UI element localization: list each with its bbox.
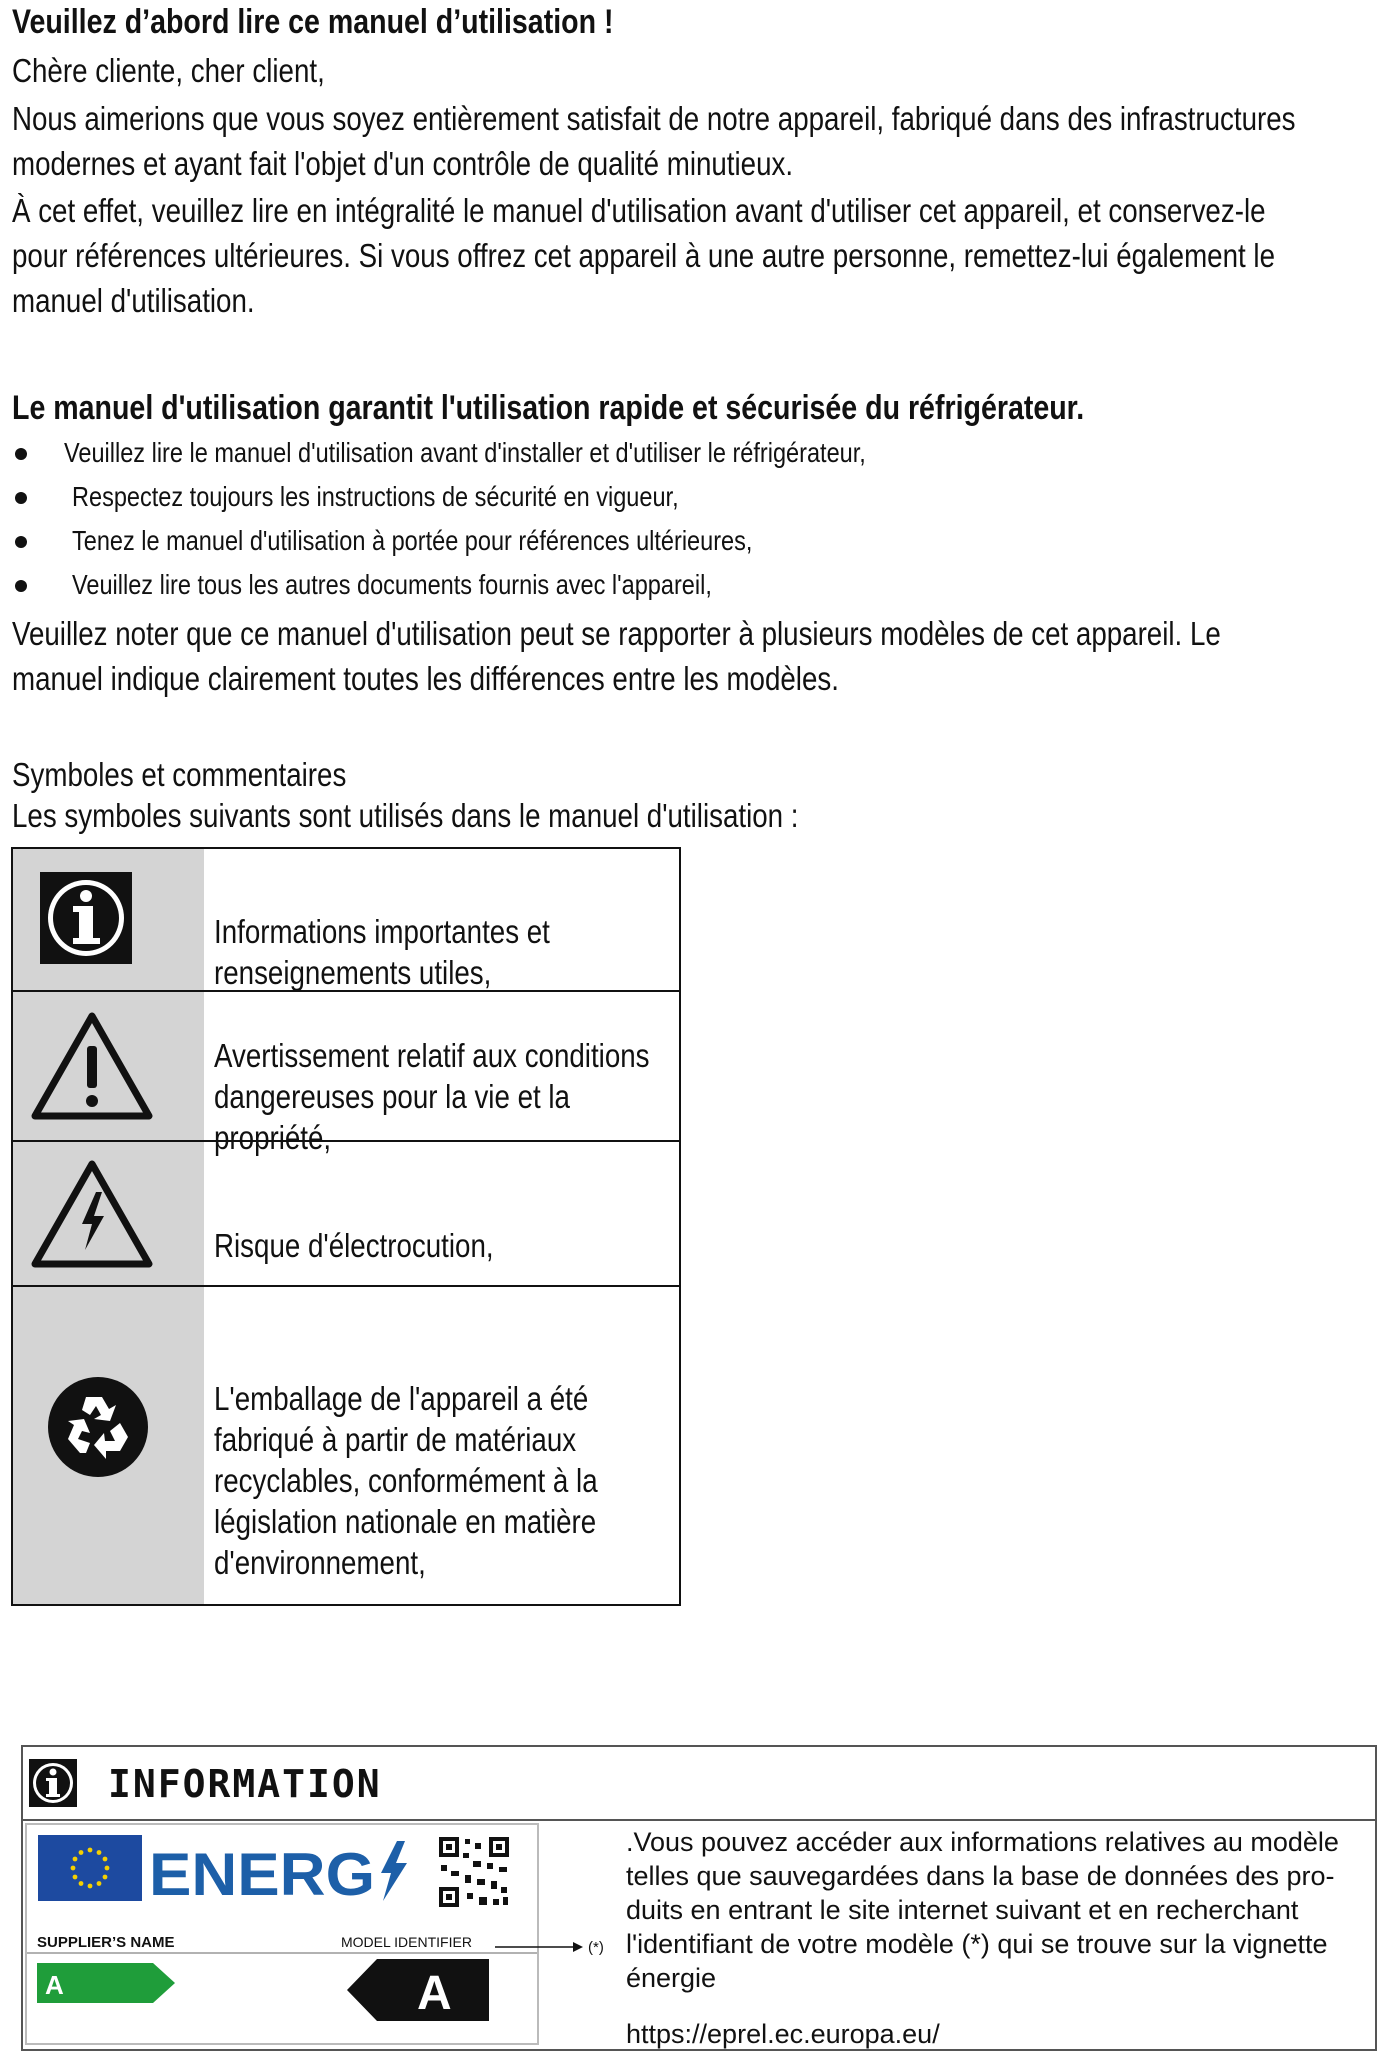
symbol-text-line: propriété, bbox=[214, 1119, 332, 1156]
intro-paragraph-1-line-1: Nous aimerions que vous soyez entièrement satisfait de notre appareil, fabriqué dans des infrastructures bbox=[12, 100, 1296, 137]
intro-paragraph-1-line-2: modernes et ayant fait l'objet d'un contrôle de qualité minutieux. bbox=[12, 145, 794, 182]
symbol-text-line: renseignements utiles, bbox=[214, 954, 492, 991]
symbols-table bbox=[11, 847, 681, 1606]
symbol-row-info bbox=[13, 849, 679, 992]
symbol-text-line: fabriqué à partir de matériaux bbox=[214, 1421, 577, 1458]
eprel-url[interactable]: https://eprel.ec.europa.eu/ bbox=[626, 2019, 940, 2049]
symbol-text-line: Informations importantes et bbox=[214, 913, 550, 950]
information-title: INFORMATION bbox=[108, 1762, 382, 1806]
models-note-line-1: Veuillez noter que ce manuel d'utilisation peut se rapporter à plusieurs modèles de cet appareil. Le bbox=[12, 615, 1221, 652]
guarantee-heading: Le manuel d'utilisation garantit l'utilisation rapide et sécurisée du réfrigérateur. bbox=[12, 389, 1085, 427]
symbol-text-line: d'environnement, bbox=[214, 1544, 426, 1581]
symbols-title: Symboles et commentaires bbox=[12, 756, 347, 793]
symbol-icon-cell bbox=[13, 1287, 204, 1604]
symbol-row-electric bbox=[13, 1142, 679, 1287]
supplier-name-label: SUPPLIER’S NAME bbox=[37, 1934, 175, 1951]
energy-label-graphic bbox=[25, 1823, 539, 2045]
qr-code bbox=[439, 1837, 509, 1907]
symbol-icon-cell bbox=[13, 992, 204, 1140]
symbols-subtitle: Les symboles suivants sont utilisés dans le manuel d'utilisation : bbox=[12, 797, 799, 834]
intro-paragraph-2-line-2: pour références ultérieures. Si vous offrez cet appareil à une autre personne, remettez-lui également le bbox=[12, 237, 1275, 274]
recycling-icon bbox=[46, 1375, 150, 1479]
intro-greeting: Chère cliente, cher client, bbox=[12, 52, 325, 89]
divider bbox=[23, 1819, 1375, 1821]
model-identifier-label: MODEL IDENTIFIER bbox=[341, 1934, 472, 1950]
intro-paragraph-2-line-1: À cet effet, veuillez lire en intégralité le manuel d'utilisation avant d'utiliser cet appareil, et conservez-le bbox=[12, 192, 1266, 229]
symbol-text-line: Avertissement relatif aux conditions bbox=[214, 1037, 650, 1074]
intro-paragraph-2-line-3: manuel d'utilisation. bbox=[12, 282, 255, 319]
warning-icon bbox=[30, 1010, 154, 1122]
symbol-text-line: Risque d'électrocution, bbox=[214, 1227, 494, 1264]
bullet-item-2: Respectez toujours les instructions de sécurité en vigueur, bbox=[72, 481, 679, 512]
energy-class-small: A bbox=[45, 1970, 64, 2000]
symbol-text-line: dangereuses pour la vie et la bbox=[214, 1078, 570, 1115]
bullet-item-1: Veuillez lire le manuel d'utilisation avant d'installer et d'utiliser le réfrigérateur, bbox=[64, 437, 866, 468]
symbol-text-line: L'emballage de l'appareil a été bbox=[214, 1380, 589, 1417]
model-pointer-arrow bbox=[495, 1935, 625, 1959]
bullet-dot bbox=[15, 448, 27, 460]
info-icon bbox=[40, 872, 132, 964]
bullet-dot bbox=[15, 536, 27, 548]
electric-hazard-icon bbox=[30, 1158, 154, 1270]
bullet-dot bbox=[15, 492, 27, 504]
bullet-item-3: Tenez le manuel d'utilisation à portée pour références ultérieures, bbox=[72, 525, 753, 556]
model-marker: (*) bbox=[588, 1939, 604, 1956]
symbol-row-recycling bbox=[13, 1287, 679, 1604]
models-note-line-2: manuel indique clairement toutes les différences entre les modèles. bbox=[12, 660, 839, 697]
info-icon bbox=[29, 1759, 77, 1807]
energy-label-text: ENERG bbox=[149, 1841, 375, 1908]
symbol-text-line: législation nationale en matière bbox=[214, 1503, 597, 1540]
intro-heading: Veuillez d’abord lire ce manuel d’utilisation ! bbox=[12, 3, 614, 41]
symbol-icon-cell bbox=[13, 1142, 204, 1285]
bullet-item-4: Veuillez lire tous les autres documents fournis avec l'appareil, bbox=[72, 569, 712, 600]
information-description: .Vous pouvez accéder aux informations relatives au modèle telles que sauvegardées dans la base de données des pro-duits en entrant le site internet suivant et en recherchant l'identifiant de votre modèle (*) qui se trouve sur la vignette énergie bbox=[626, 1827, 1339, 1993]
bullet-dot bbox=[15, 580, 27, 592]
energy-label-card bbox=[25, 1823, 539, 2045]
symbol-text-line: recyclables, conformément à la bbox=[214, 1462, 598, 1499]
energy-class-big: A bbox=[417, 1967, 452, 2020]
symbol-row-warning bbox=[13, 992, 679, 1156]
information-box bbox=[21, 1745, 1377, 2051]
symbol-icon-cell bbox=[13, 849, 204, 990]
